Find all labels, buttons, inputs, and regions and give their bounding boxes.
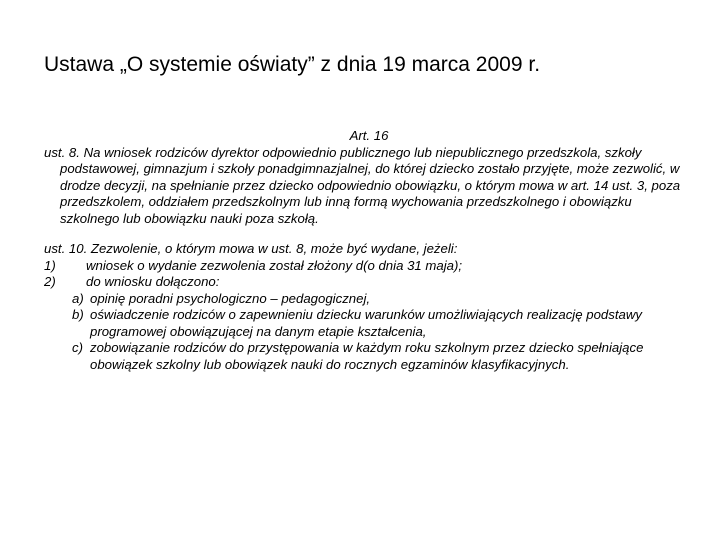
sub-item-a <box>44 291 694 308</box>
numbered-item-text: wniosek o wydanie zezwolenia został złożony d(o dnia 31 maja); <box>86 257 463 273</box>
sub-item-label: c) <box>72 340 83 355</box>
slide-body <box>44 128 694 373</box>
sub-item-text: zobowiązanie rodziców do przystępowania w każdym roku szkolnym przez dziecko spełniające obowiązek szkolny lub obowiązek nauki do rocznych egzaminów klasyfikacyjnych. <box>90 340 644 372</box>
article-heading: Art. 16 <box>349 128 389 143</box>
sub-item-label: b) <box>72 307 84 322</box>
paragraph-8: ust. 8. Na wniosek rodziców dyrektor odpowiednio publicznego lub niepublicznego przedszkola, szkoły podstawowej, gimnazjum i szkoły ponadgimnazjalnej, do której dziecko zostało przyjęte, może zezwolić, w drodze decyzji, na spełnianie przez dziecko odpowiednio obowiązku, o którym mowa w art. 14 ust. 3, poza przedszkolem, oddziałem przedszkolnym lub inną formą wychowania przedszkolnego i obowiązku szkolnego lub obowiązku nauki poza szkołą. <box>44 144 681 226</box>
numbered-item-text: do wniosku dołączono: <box>86 274 220 289</box>
sub-item-label: a) <box>72 290 84 306</box>
numbered-item-1 <box>44 258 694 275</box>
paragraph-gap <box>44 227 694 241</box>
paragraph-10: ust. 10. Zezwolenie, o którym mowa w ust. 8, może być wydane, jeżeli: <box>44 241 458 256</box>
sub-item-text: opinię poradni psychologiczno – pedagogicznej, <box>90 290 371 306</box>
sub-item-text: oświadczenie rodziców o zapewnieniu dziecku warunków umożliwiających realizację podstawy programowej obowiązującej na danym etapie kształcenia, <box>90 307 642 339</box>
numbered-item-label: 1) <box>44 257 56 273</box>
numbered-item-label: 2) <box>44 274 56 289</box>
sub-item-b <box>44 307 694 340</box>
sub-item-c <box>44 340 694 373</box>
slide-title: Ustawa „O systemie oświaty” z dnia 19 marca 2009 r. <box>44 53 541 76</box>
numbered-item-2 <box>44 274 694 291</box>
